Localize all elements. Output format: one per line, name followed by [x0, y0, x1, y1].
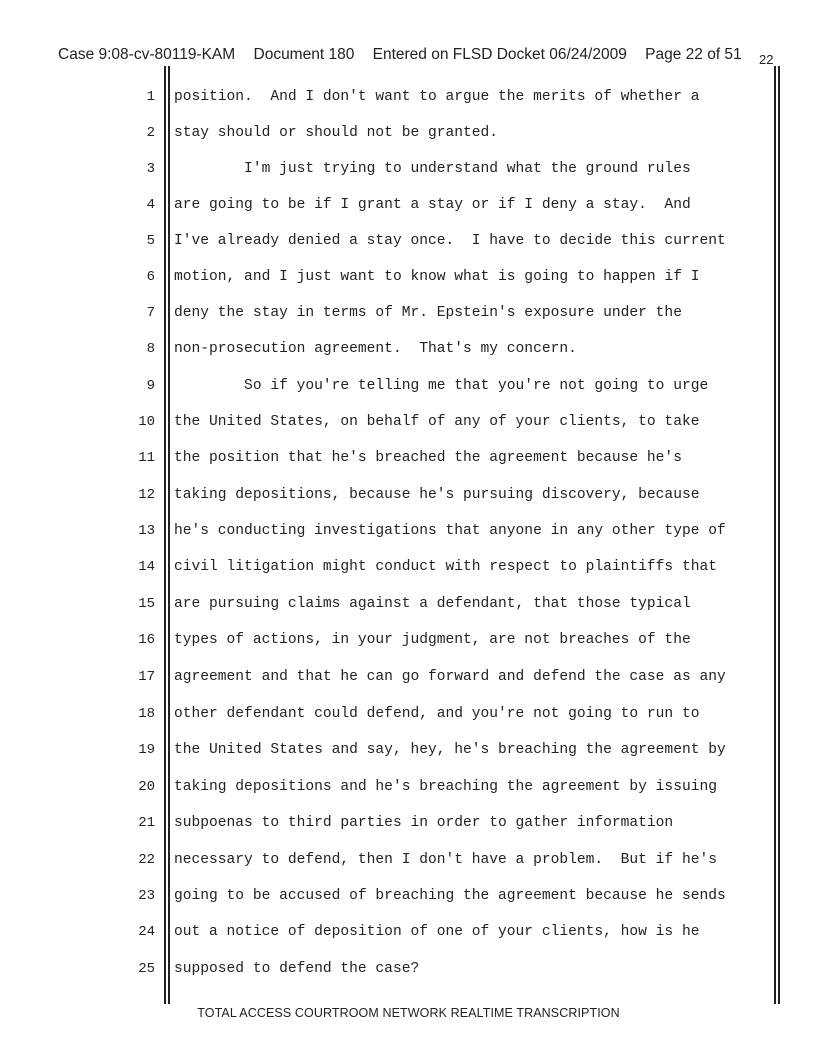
line-number: 24: [138, 924, 155, 940]
line-number: 6: [146, 269, 155, 285]
line-number: 25: [138, 961, 155, 977]
transcript-line: [0, 233, 817, 269]
line-number: 3: [146, 161, 155, 177]
transcript-line: [0, 89, 817, 125]
transcript-line: [0, 596, 817, 632]
line-text: I've already denied a stay once. I have to decide this current: [174, 233, 726, 249]
line-number: 17: [138, 669, 155, 685]
transcript-line: [0, 450, 817, 486]
transcript-line: [0, 125, 817, 161]
line-number: 19: [138, 742, 155, 758]
line-text: other defendant could defend, and you're not going to run to: [174, 706, 700, 722]
line-number: 12: [138, 487, 155, 503]
transcript-line: [0, 888, 817, 924]
line-text: the position that he's breached the agreement because he's: [174, 450, 682, 466]
line-text: types of actions, in your judgment, are not breaches of the: [174, 632, 691, 648]
line-number: 18: [138, 706, 155, 722]
line-number: 20: [138, 779, 155, 795]
line-text: taking depositions, because he's pursuing discovery, because: [174, 487, 700, 503]
transcript-line: [0, 779, 817, 815]
transcript-line: [0, 487, 817, 523]
line-number: 8: [146, 341, 155, 357]
line-text: going to be accused of breaching the agreement because he sends: [174, 888, 726, 904]
line-number: 14: [138, 559, 155, 575]
transcription-footer: TOTAL ACCESS COURTROOM NETWORK REALTIME TRANSCRIPTION: [197, 1006, 620, 1020]
transcript-line: [0, 197, 817, 233]
line-text: civil litigation might conduct with respect to plaintiffs that: [174, 559, 717, 575]
line-number: 11: [138, 450, 155, 466]
document-number: Document 180: [253, 46, 355, 63]
line-text: deny the stay in terms of Mr. Epstein's exposure under the: [174, 305, 682, 321]
line-number: 23: [138, 888, 155, 904]
docket-entry: Entered on FLSD Docket 06/24/2009: [372, 46, 627, 63]
line-text: non-prosecution agreement. That's my concern.: [174, 341, 577, 357]
transcript-line: [0, 378, 817, 414]
line-number: 7: [146, 305, 155, 321]
line-text: subpoenas to third parties in order to gather information: [174, 815, 674, 831]
transcript-line: [0, 924, 817, 960]
transcript-line: [0, 305, 817, 341]
line-text: stay should or should not be granted.: [174, 125, 499, 141]
line-number: 10: [138, 414, 155, 430]
line-text: are going to be if I grant a stay or if I deny a stay. And: [174, 197, 691, 213]
line-number: 21: [138, 815, 155, 831]
case-number: Case 9:08-cv-80119-KAM: [58, 46, 236, 63]
transcript-line: [0, 706, 817, 742]
line-number: 4: [146, 197, 155, 213]
line-text: the United States, on behalf of any of your clients, to take: [174, 414, 700, 430]
line-number: 15: [138, 596, 155, 612]
transcript-line: [0, 559, 817, 595]
transcript-line: [0, 523, 817, 559]
transcript-line: [0, 269, 817, 305]
court-header: [58, 46, 756, 64]
transcript-line: [0, 852, 817, 888]
transcript-line: [0, 742, 817, 778]
line-text: position. And I don't want to argue the merits of whether a: [174, 89, 700, 105]
transcript-line: [0, 414, 817, 450]
line-text: necessary to defend, then I don't have a problem. But if he's: [174, 852, 717, 868]
line-number: 16: [138, 632, 155, 648]
transcript-page-number: 22: [759, 52, 774, 67]
line-text: he's conducting investigations that anyone in any other type of: [174, 523, 726, 539]
line-number: 5: [146, 233, 155, 249]
transcript-line: [0, 815, 817, 851]
line-number: 2: [146, 125, 155, 141]
line-text: agreement and that he can go forward and defend the case as any: [174, 669, 726, 685]
line-number: 22: [138, 852, 155, 868]
line-text: I'm just trying to understand what the ground rules: [174, 161, 691, 177]
line-number: 9: [146, 378, 155, 394]
line-text: motion, and I just want to know what is going to happen if I: [174, 269, 700, 285]
transcript-line: [0, 961, 817, 997]
transcript-line: [0, 341, 817, 377]
line-number: 13: [138, 523, 155, 539]
line-text: taking depositions and he's breaching the agreement by issuing: [174, 779, 717, 795]
line-text: the United States and say, hey, he's breaching the agreement by: [174, 742, 726, 758]
transcript-line: [0, 669, 817, 705]
page-indicator: Page 22 of 51: [645, 46, 742, 63]
transcript-line: [0, 161, 817, 197]
line-text: So if you're telling me that you're not going to urge: [174, 378, 709, 394]
line-number: 1: [146, 89, 155, 105]
line-text: supposed to defend the case?: [174, 961, 420, 977]
line-text: are pursuing claims against a defendant, that those typical: [174, 596, 691, 612]
transcript-line: [0, 632, 817, 668]
line-text: out a notice of deposition of one of your clients, how is he: [174, 924, 700, 940]
